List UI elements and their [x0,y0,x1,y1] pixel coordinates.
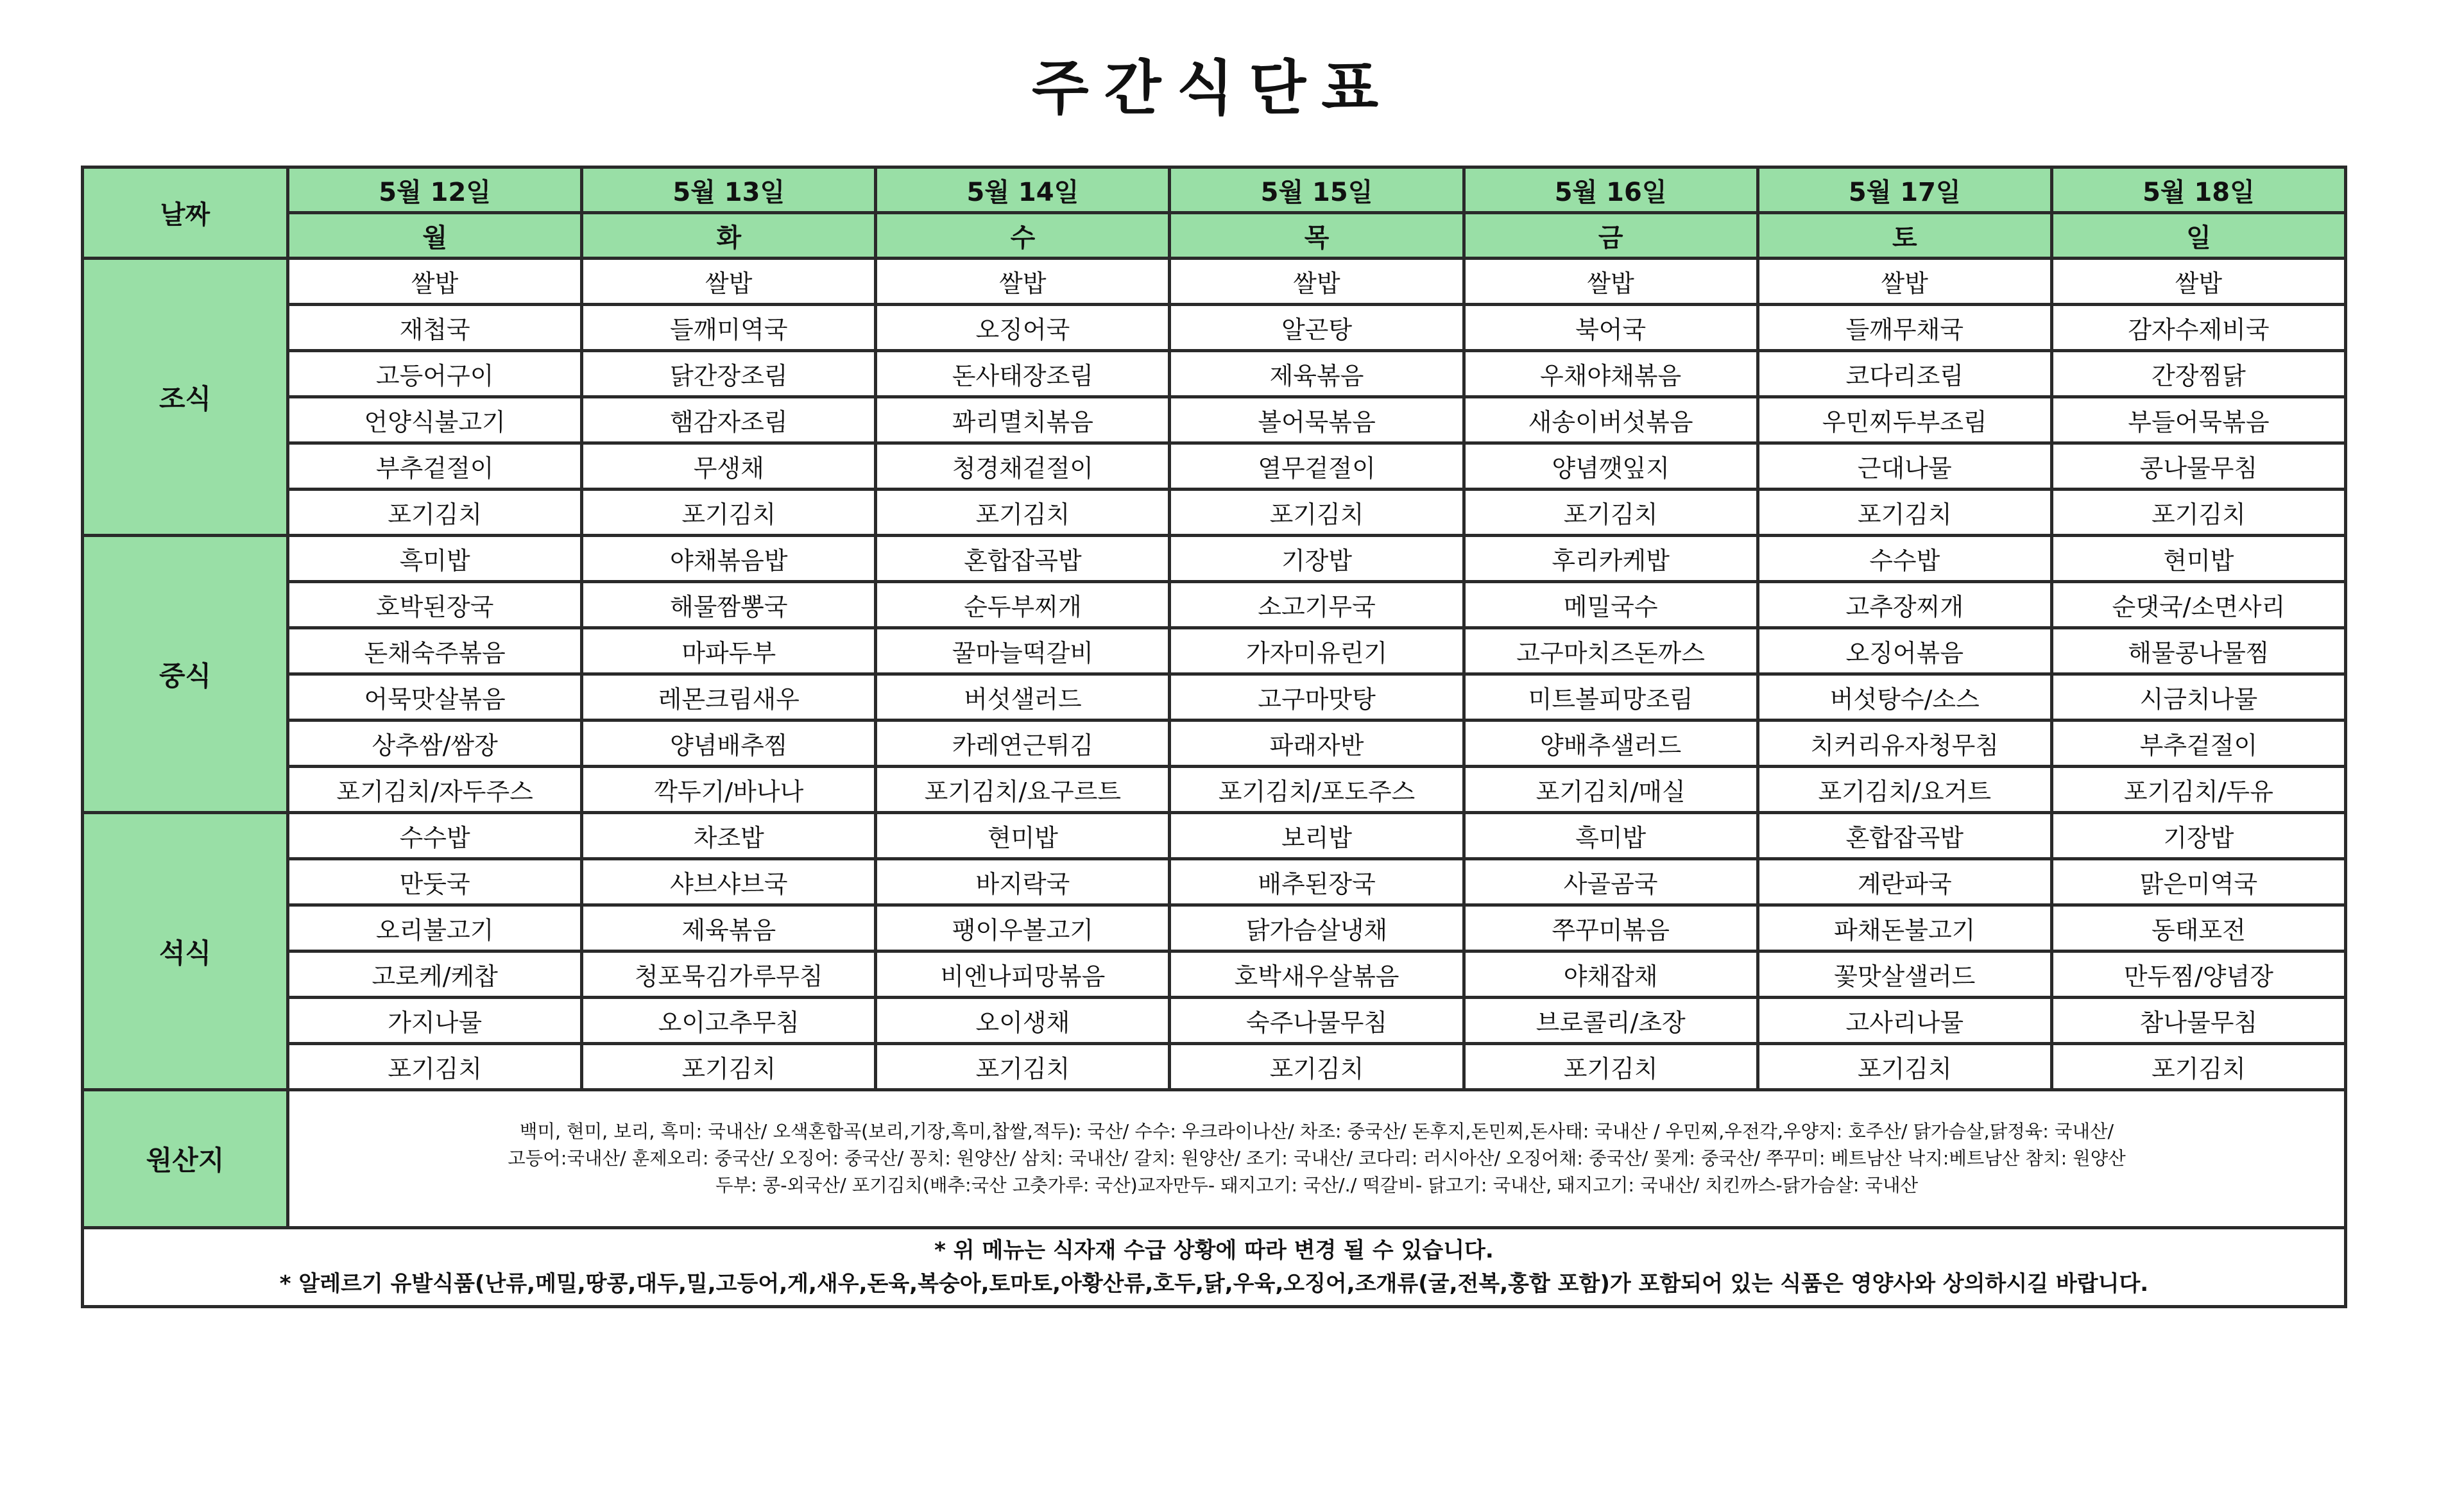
menu-item: 오징어볶음 [1758,628,2051,674]
menu-item: 만두찜/양념장 [2051,952,2345,998]
menu-item: 수수밥 [1758,536,2051,582]
menu-item: 포기김치 [2051,1044,2345,1090]
menu-item: 포기김치 [876,1044,1170,1090]
menu-item: 보리밥 [1170,813,1464,859]
menu-item: 양념깻잎지 [1464,443,1758,490]
weekday-cell: 월 [288,213,582,259]
menu-item: 쌀밥 [1758,259,2051,305]
menu-item: 고사리나물 [1758,998,2051,1044]
menu-item: 열무겉절이 [1170,443,1464,490]
date-cell: 5월 12일 [288,167,582,213]
menu-item: 돈사태장조림 [876,351,1170,397]
menu-item: 오이고추무침 [582,998,876,1044]
menu-item: 고추장찌개 [1758,582,2051,628]
menu-item: 혼합잡곡밥 [876,536,1170,582]
menu-item: 닭가슴살냉채 [1170,905,1464,952]
menu-item: 알곤탕 [1170,305,1464,351]
menu-item: 동태포전 [2051,905,2345,952]
meal-row [83,259,2346,305]
meal-row [83,351,2346,397]
menu-item: 포기김치 [582,1044,876,1090]
meal-label: 조식 [83,259,288,536]
origin-line: 백미, 현미, 보리, 흑미: 국내산/ 오색혼합곡(보리,기장,흑미,찹쌀,적두): 국산/ 수수: 우크라이나산/ 차조: 중국산/ 돈후지,돈민찌,돈사태: 국내산 / 우민찌,우전각,우양지: 호주산/ 닭가슴살,닭정육: 국내산/ [519,1121,2114,1142]
menu-item: 포기김치 [288,490,582,536]
menu-item: 순두부찌개 [876,582,1170,628]
weekly-menu-table [81,166,2347,1308]
menu-item: 어묵맛살볶음 [288,674,582,721]
origin-line: 두부: 콩-외국산/ 포기김치(배추:국산 고춧가루: 국산)교자만두- 돼지고기: 국산/./ 떡갈비- 닭고기: 국내산, 돼지고기: 국내산/ 치킨까스-닭가슴살: 국내산 [715,1175,1919,1196]
menu-item: 언양식불고기 [288,397,582,443]
menu-item: 양념배추찜 [582,721,876,767]
meal-row [83,859,2346,905]
menu-item: 들깨무채국 [1758,305,2051,351]
meal-row [83,305,2346,351]
menu-item: 혼합잡곡밥 [1758,813,2051,859]
menu-item: 시금치나물 [2051,674,2345,721]
menu-item: 차조밥 [582,813,876,859]
date-label-cell: 날짜 [83,167,288,259]
menu-item: 부추겉절이 [2051,721,2345,767]
menu-item: 흑미밥 [1464,813,1758,859]
menu-item: 현미밥 [876,813,1170,859]
meal-row [83,582,2346,628]
menu-item: 쌀밥 [876,259,1170,305]
menu-item: 오리불고기 [288,905,582,952]
date-cell: 5월 18일 [2051,167,2345,213]
menu-item: 바지락국 [876,859,1170,905]
menu-item: 북어국 [1464,305,1758,351]
date-cell: 5월 13일 [582,167,876,213]
origin-label: 원산지 [83,1090,288,1228]
menu-item: 햄감자조림 [582,397,876,443]
meal-row [83,767,2346,813]
menu-item: 파래자반 [1170,721,1464,767]
meal-row [83,1044,2346,1090]
meal-row [83,813,2346,859]
menu-item: 돈채숙주볶음 [288,628,582,674]
menu-item: 만둣국 [288,859,582,905]
page-title: 주간식단표 [1031,54,1394,123]
meal-row [83,536,2346,582]
menu-item: 숙주나물무침 [1170,998,1464,1044]
menu-item: 콩나물무침 [2051,443,2345,490]
menu-item: 포기김치 [582,490,876,536]
meal-row [83,397,2346,443]
menu-item: 포기김치 [2051,490,2345,536]
menu-item: 치커리유자청무침 [1758,721,2051,767]
menu-item: 포기김치/자두주스 [288,767,582,813]
meal-row [83,998,2346,1044]
menu-item: 제육볶음 [582,905,876,952]
menu-item: 배추된장국 [1170,859,1464,905]
menu-item: 계란파국 [1758,859,2051,905]
menu-item: 야채잡채 [1464,952,1758,998]
menu-item: 해물짬뽕국 [582,582,876,628]
notes-row [83,1228,2346,1307]
allergy-notice: * 알레르기 유발식품(난류,메밀,땅콩,대두,밀,고등어,게,새우,돈육,복숭아,토마토,아황산류,호두,닭,우육,오징어,조개류(굴,전복,홍합 포함)가 포함되어 있는 식품은 영양사와 상의하시길 바랍니다. [279,1271,2149,1297]
menu-item: 꽃맛살샐러드 [1758,952,2051,998]
origin-row [83,1090,2346,1228]
meal-row [83,490,2346,536]
menu-item: 코다리조림 [1758,351,2051,397]
menu-item: 포기김치/요구르트 [876,767,1170,813]
menu-item: 브로콜리/초장 [1464,998,1758,1044]
meal-row [83,721,2346,767]
menu-item: 기장밥 [2051,813,2345,859]
weekday-cell: 일 [2051,213,2345,259]
menu-item: 쭈꾸미볶음 [1464,905,1758,952]
menu-item: 포기김치 [1170,1044,1464,1090]
menu-item: 마파두부 [582,628,876,674]
menu-item: 쌀밥 [288,259,582,305]
meal-row [83,674,2346,721]
menu-item: 쌀밥 [1464,259,1758,305]
menu-item: 해물콩나물찜 [2051,628,2345,674]
change-notice: * 위 메뉴는 식자재 수급 상황에 따라 변경 될 수 있습니다. [934,1238,1494,1263]
meal-label: 석식 [83,813,288,1090]
menu-item: 포기김치 [1758,1044,2051,1090]
menu-item: 꽈리멸치볶음 [876,397,1170,443]
menu-item: 포기김치 [1758,490,2051,536]
menu-item: 쌀밥 [2051,259,2345,305]
menu-item: 쌀밥 [582,259,876,305]
menu-item: 수수밥 [288,813,582,859]
menu-item: 청경채겉절이 [876,443,1170,490]
menu-item: 야채볶음밥 [582,536,876,582]
date-header-row [83,167,2346,213]
menu-item: 참나물무침 [2051,998,2345,1044]
menu-item: 호박된장국 [288,582,582,628]
menu-item: 간장찜닭 [2051,351,2345,397]
menu-item: 쌀밥 [1170,259,1464,305]
menu-item: 버섯탕수/소스 [1758,674,2051,721]
meal-label: 중식 [83,536,288,813]
menu-item: 고구마치즈돈까스 [1464,628,1758,674]
menu-item: 팽이우볼고기 [876,905,1170,952]
menu-item: 근대나물 [1758,443,2051,490]
meal-row [83,952,2346,998]
menu-item: 포기김치/요거트 [1758,767,2051,813]
weekday-header-row [83,213,2346,259]
menu-item: 우채야채볶음 [1464,351,1758,397]
menu-item: 비엔나피망볶음 [876,952,1170,998]
menu-item: 메밀국수 [1464,582,1758,628]
notes-cell [83,1228,2346,1307]
menu-item: 샤브샤브국 [582,859,876,905]
menu-item: 들깨미역국 [582,305,876,351]
menu-item: 감자수제비국 [2051,305,2345,351]
menu-item: 깍두기/바나나 [582,767,876,813]
menu-item: 포기김치/매실 [1464,767,1758,813]
menu-item: 순댓국/소면사리 [2051,582,2345,628]
date-cell: 5월 17일 [1758,167,2051,213]
menu-item: 양배추샐러드 [1464,721,1758,767]
menu-item: 미트볼피망조림 [1464,674,1758,721]
menu-item: 포기김치/두유 [2051,767,2345,813]
menu-item: 꿀마늘떡갈비 [876,628,1170,674]
menu-item: 호박새우살볶음 [1170,952,1464,998]
menu-item: 부추겉절이 [288,443,582,490]
date-cell: 5월 15일 [1170,167,1464,213]
weekday-cell: 화 [582,213,876,259]
date-cell: 5월 16일 [1464,167,1758,213]
menu-item: 레몬크림새우 [582,674,876,721]
menu-item: 맑은미역국 [2051,859,2345,905]
menu-item: 재첩국 [288,305,582,351]
menu-item: 포기김치 [1464,490,1758,536]
weekday-cell: 금 [1464,213,1758,259]
menu-item: 고로케/케찹 [288,952,582,998]
menu-item: 오이생채 [876,998,1170,1044]
meal-row [83,905,2346,952]
weekday-cell: 목 [1170,213,1464,259]
menu-item: 후리카케밥 [1464,536,1758,582]
menu-item: 무생채 [582,443,876,490]
menu-item: 포기김치 [876,490,1170,536]
menu-item: 볼어묵볶음 [1170,397,1464,443]
menu-item: 상추쌈/쌈장 [288,721,582,767]
meal-row [83,628,2346,674]
menu-item: 현미밥 [2051,536,2345,582]
menu-item: 오징어국 [876,305,1170,351]
menu-item: 새송이버섯볶음 [1464,397,1758,443]
menu-item: 포기김치 [288,1044,582,1090]
menu-item: 닭간장조림 [582,351,876,397]
menu-item: 포기김치 [1170,490,1464,536]
menu-item: 부들어묵볶음 [2051,397,2345,443]
menu-item: 청포묵김가루무침 [582,952,876,998]
menu-item: 소고기무국 [1170,582,1464,628]
menu-item: 흑미밥 [288,536,582,582]
menu-item: 포기김치 [1464,1044,1758,1090]
menu-item: 가지나물 [288,998,582,1044]
menu-item: 가자미유린기 [1170,628,1464,674]
menu-item: 고등어구이 [288,351,582,397]
menu-item: 파채돈불고기 [1758,905,2051,952]
menu-item: 제육볶음 [1170,351,1464,397]
weekday-cell: 수 [876,213,1170,259]
origin-text [288,1090,2346,1228]
menu-item: 기장밥 [1170,536,1464,582]
menu-item: 포기김치/포도주스 [1170,767,1464,813]
origin-line: 고등어:국내산/ 훈제오리: 중국산/ 오징어: 중국산/ 꽁치: 원양산/ 삼치: 국내산/ 갈치: 원양산/ 조기: 국내산/ 코다리: 러시아산/ 오징어채: 중국산/ 꽃게: 중국산/ 쭈꾸미: 베트남산 낙지:베트남산 참치: 원양산 [508,1148,2126,1169]
menu-item: 사골곰국 [1464,859,1758,905]
meal-row [83,443,2346,490]
menu-item: 버섯샐러드 [876,674,1170,721]
date-cell: 5월 14일 [876,167,1170,213]
menu-item: 우민찌두부조림 [1758,397,2051,443]
meal-body [83,259,2346,1307]
menu-item: 카레연근튀김 [876,721,1170,767]
weekday-cell: 토 [1758,213,2051,259]
menu-item: 고구마맛탕 [1170,674,1464,721]
